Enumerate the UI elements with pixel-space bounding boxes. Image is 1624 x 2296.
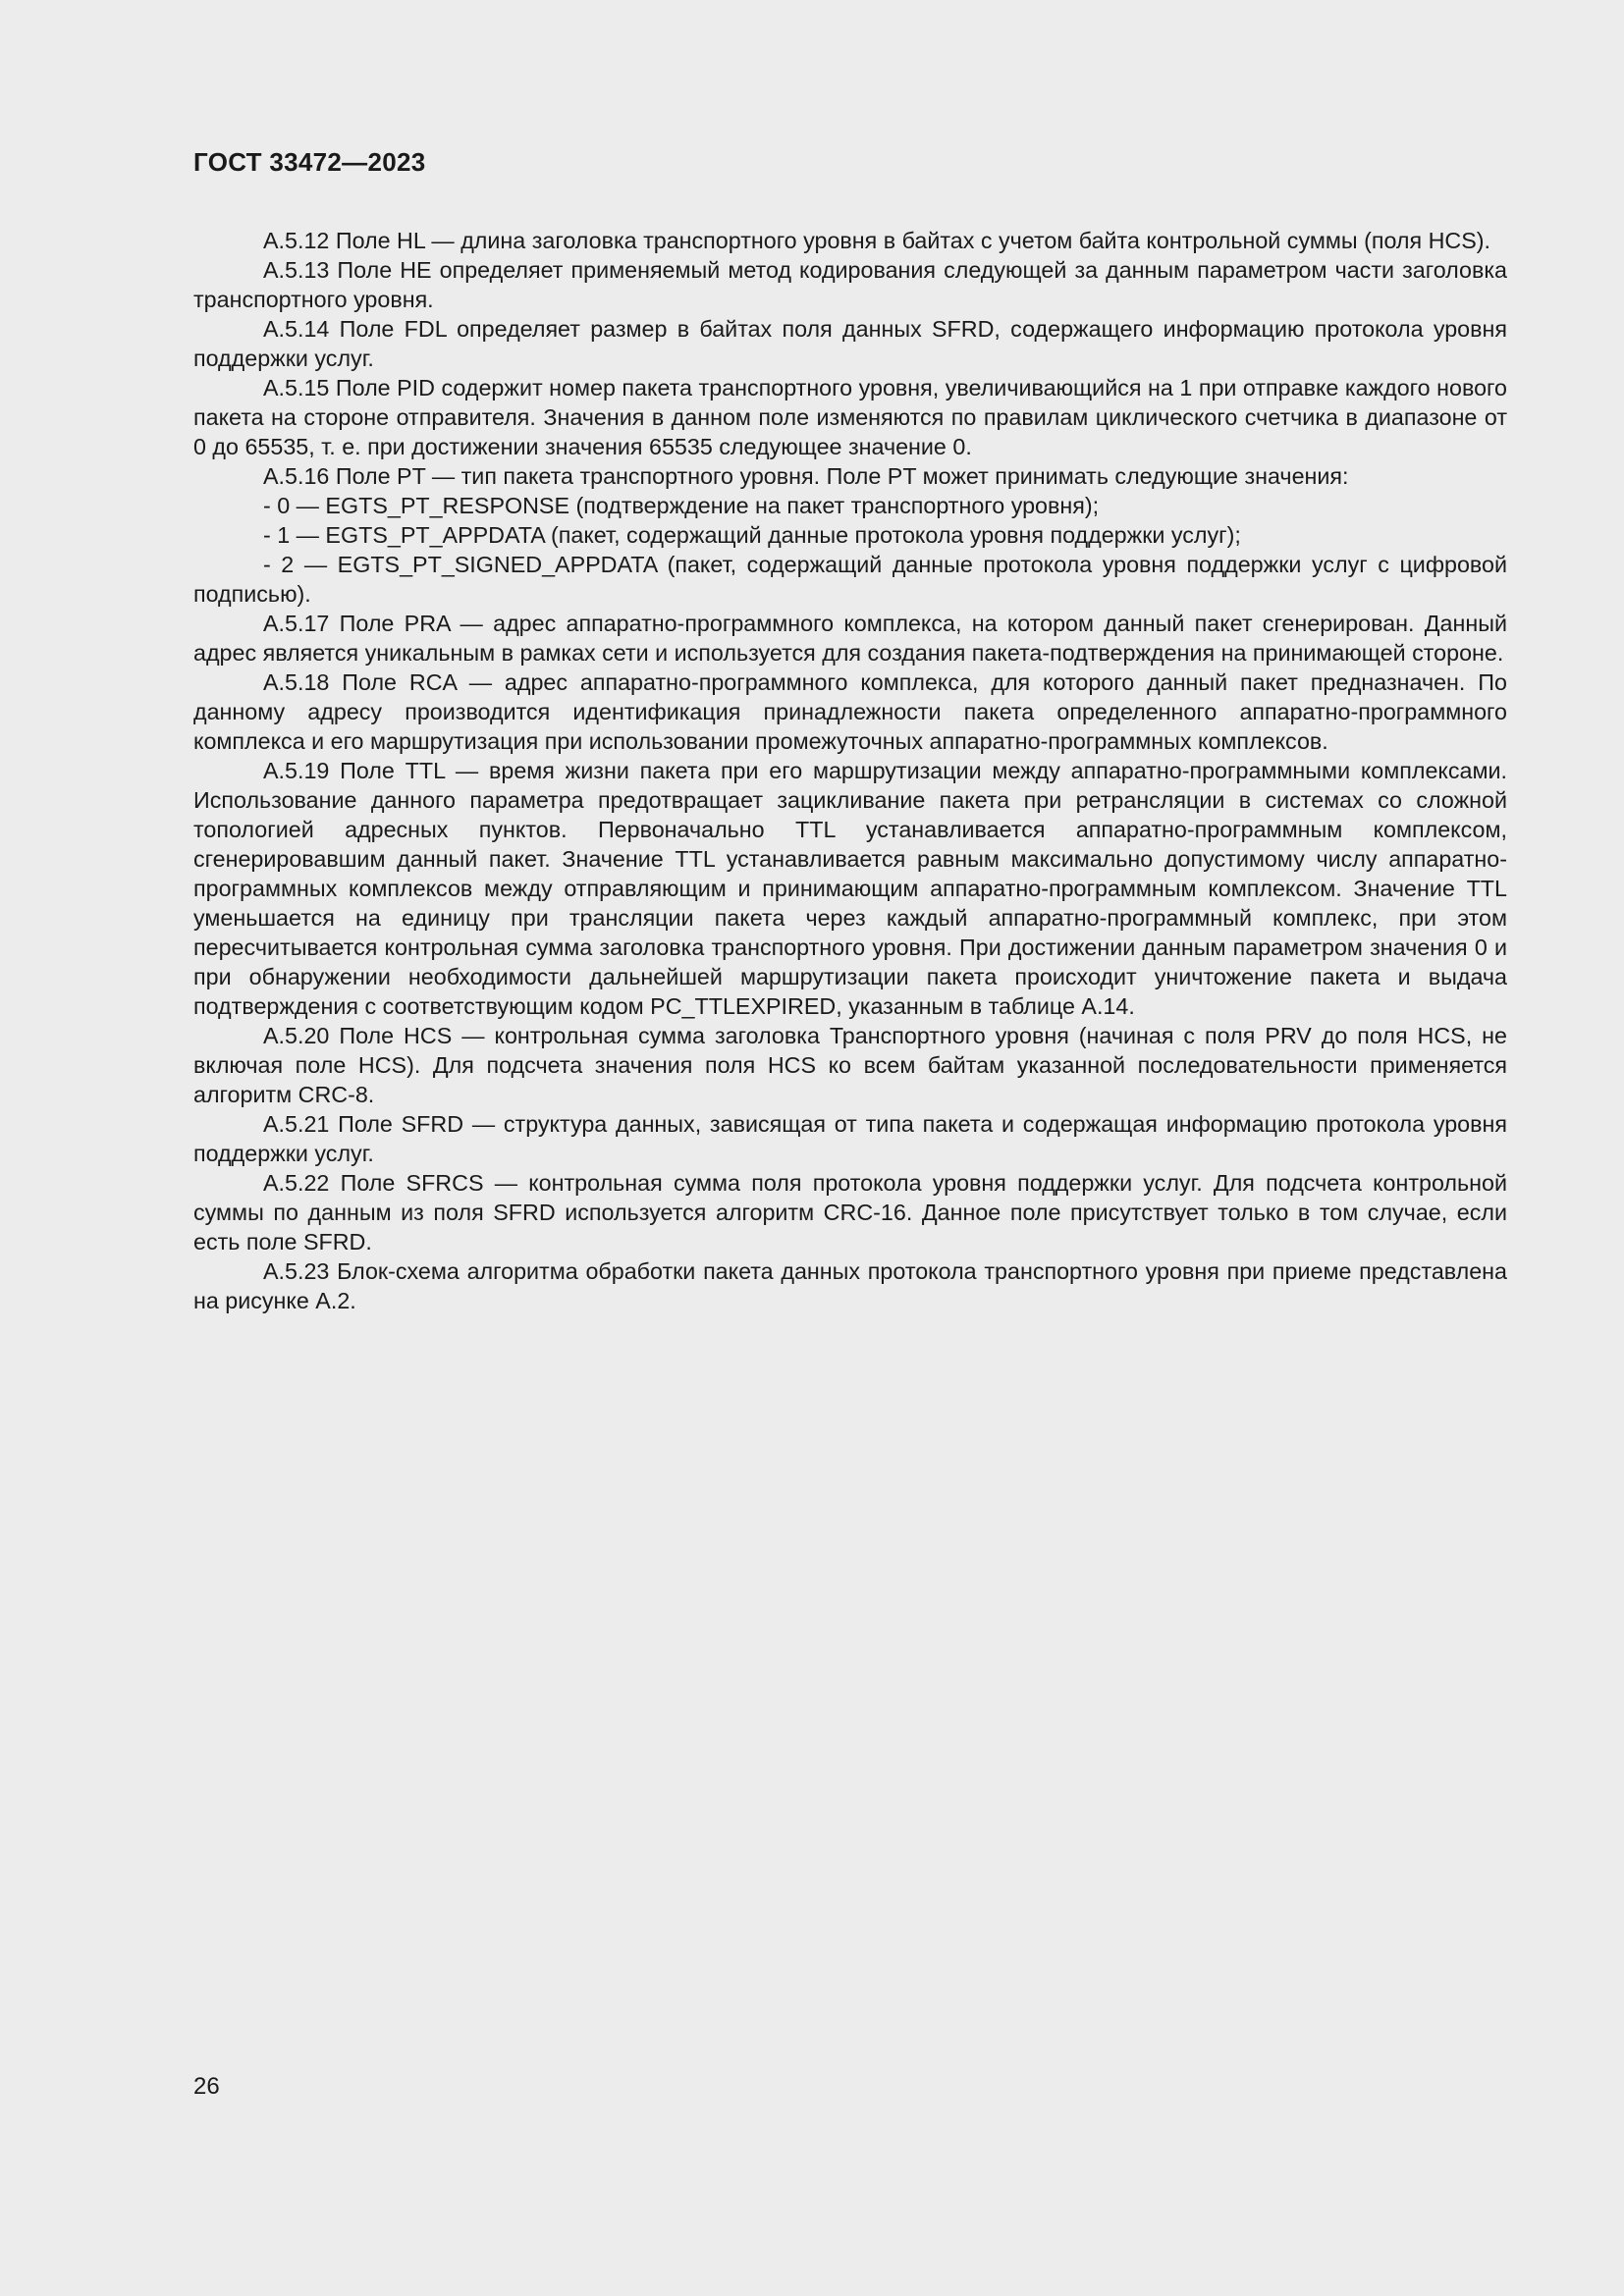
document-header: ГОСТ 33472—2023 [193, 147, 426, 177]
paragraph-a-5-22: А.5.22 Поле SFRCS — контрольная сумма поля протокола уровня поддержки услуг. Для подсчета контрольной суммы по данным из поля SFRD используется алгоритм CRC-16. Данное поле присутствует только в том случае, если есть поле SFRD. [193, 1170, 1507, 1255]
paragraph-a-5-20: А.5.20 Поле HCS — контрольная сумма заголовка Транспортного уровня (начиная с поля PRV до поля HCS, не включая поле HCS). Для подсчета значения поля HCS ко всем байтам указанной последовательности применяется алгоритм CRC-8. [193, 1023, 1507, 1107]
document-body [193, 226, 1507, 1315]
paragraph-a-5-23: А.5.23 Блок-схема алгоритма обработки пакета данных протокола транспортного уровня при приеме представлена на рисунке А.2. [193, 1258, 1507, 1313]
paragraph-a-5-15: А.5.15 Поле PID содержит номер пакета транспортного уровня, увеличивающийся на 1 при отправке каждого нового пакета на стороне отправителя. Значения в данном поле изменяются по правилам циклического счетчика в диапазоне от 0 до 65535, т. е. при достижении значения 65535 следующее значение 0. [193, 375, 1507, 459]
list-item-pt-1: - 1 — EGTS_PT_APPDATA (пакет, содержащий данные протокола уровня поддержки услуг); [263, 522, 1241, 548]
list-item-pt-2: - 2 — EGTS_PT_SIGNED_APPDATA (пакет, содержащий данные протокола уровня поддержки услуг с цифровой подписью). [193, 552, 1507, 607]
list-item-pt-0: - 0 — EGTS_PT_RESPONSE (подтверждение на пакет транспортного уровня); [263, 493, 1100, 518]
paragraph-a-5-14: А.5.14 Поле FDL определяет размер в байтах поля данных SFRD, содержащего информацию протокола уровня поддержки услуг. [193, 316, 1507, 371]
paragraph-a-5-18: А.5.18 Поле RCA — адрес аппаратно-программного комплекса, для которого данный пакет предназначен. По данному адресу производится идентификация принадлежности пакета определенного аппаратно-программного комплекса и его маршрутизация при использовании промежуточных аппаратно-программных комплексов. [193, 669, 1507, 754]
paragraph-a-5-16: А.5.16 Поле PT — тип пакета транспортного уровня. Поле PT может принимать следующие значения: [263, 463, 1349, 489]
page-number: 26 [193, 2073, 220, 2100]
paragraph-a-5-21: А.5.21 Поле SFRD — структура данных, зависящая от типа пакета и содержащая информацию протокола уровня поддержки услуг. [193, 1111, 1507, 1166]
paragraph-a-5-13: А.5.13 Поле HE определяет применяемый метод кодирования следующей за данным параметром части заголовка транспортного уровня. [193, 257, 1507, 312]
paragraph-a-5-17: А.5.17 Поле PRA — адрес аппаратно-программного комплекса, на котором данный пакет сгенерирован. Данный адрес является уникальным в рамках сети и используется для создания пакета-подтверждения на принимающей стороне. [193, 611, 1507, 666]
paragraph-a-5-19: А.5.19 Поле TTL — время жизни пакета при его маршрутизации между аппаратно-программными комплексами. Использование данного параметра предотвращает зацикливание пакета при ретрансляции в системах со сложной топологией адресных пунктов. Первоначально TTL устанавливается аппаратно-программным комплексом, сгенерировавшим данный пакет. Значение TTL устанавливается равным максимально допустимому числу аппаратно-программных комплексов между отправляющим и принимающим аппаратно-программным комплексом. Значение TTL уменьшается на единицу при трансляции пакета через каждый аппаратно-программный комплекс, при этом пересчитывается контрольная сумма заголовка транспортного уровня. При достижении данным параметром значения 0 и при обнаружении необходимости дальнейшей маршрутизации пакета происходит уничтожение пакета и выдача подтверждения с соответствующим кодом PC_TTLEXPIRED, указанным в таблице А.14. [193, 758, 1507, 1019]
paragraph-a-5-12: А.5.12 Поле HL — длина заголовка транспортного уровня в байтах с учетом байта контрольной суммы (поля HCS). [263, 228, 1490, 253]
